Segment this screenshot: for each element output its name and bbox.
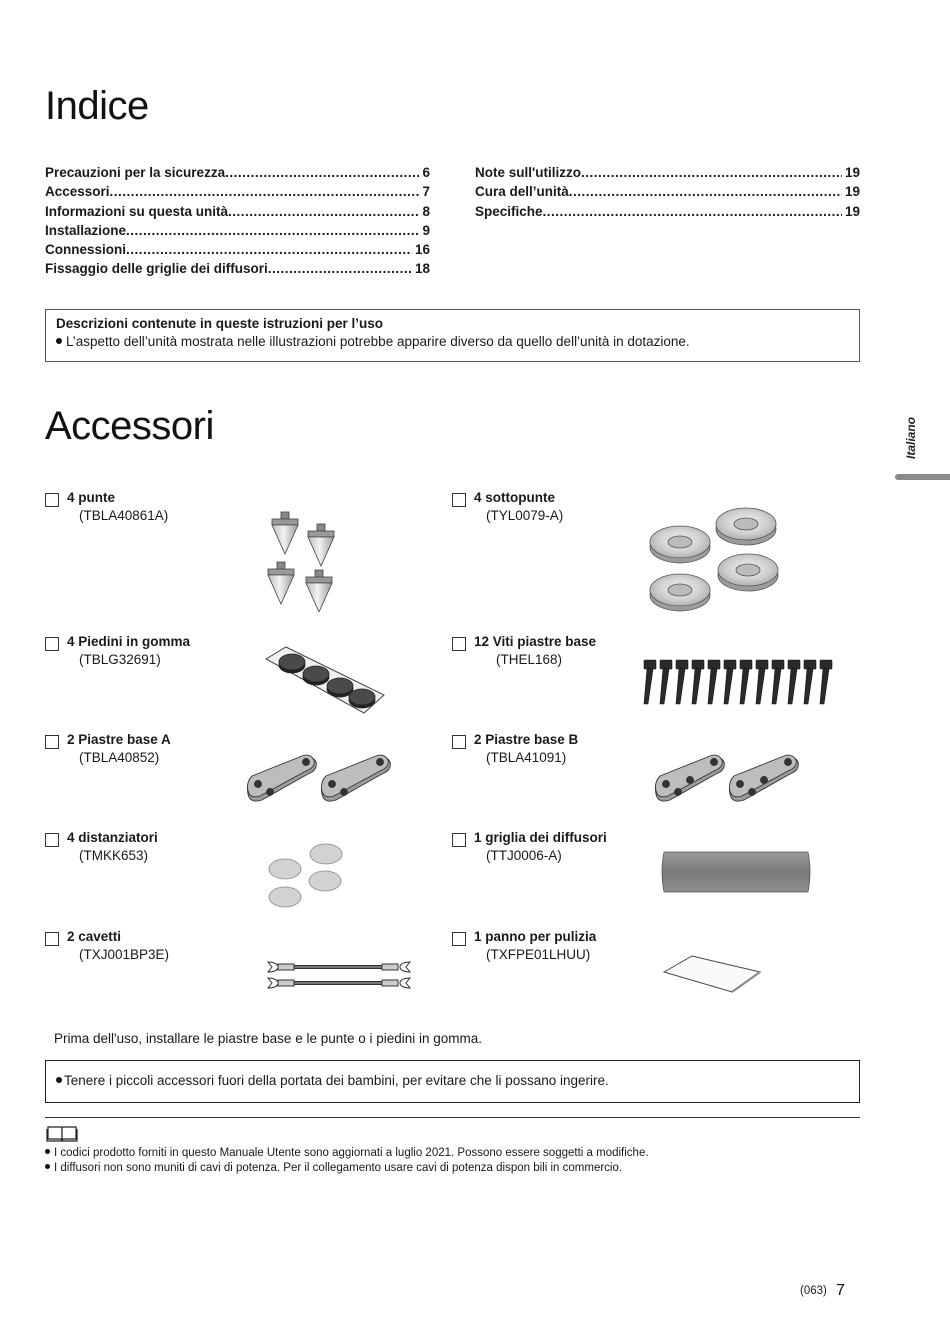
descriptions-heading: Descrizioni contenute in queste istruzioni per l’uso — [56, 316, 384, 331]
accessory-code: (TXJ001BP3E) — [79, 947, 170, 962]
page-number: 7 — [836, 1282, 845, 1299]
accessory-code: (TBLA41091) — [486, 750, 567, 765]
bullet-icon — [45, 1149, 50, 1154]
language-tab-marker — [895, 474, 950, 480]
accessory-checkbox[interactable] — [45, 637, 59, 651]
accessory-code: (THEL168) — [496, 652, 563, 667]
book-icon — [46, 1125, 78, 1143]
accessory-name: 4 distanziatori — [67, 830, 158, 845]
notes-divider — [45, 1117, 860, 1118]
accessory-checkbox[interactable] — [45, 932, 59, 946]
accessory-checkbox[interactable] — [452, 735, 466, 749]
toc-entry[interactable]: Cura dell’unità ..... 19 — [475, 184, 860, 203]
document-code: (063) — [800, 1285, 827, 1297]
toc-entry[interactable]: Informazioni su questa unità ..... 8 — [45, 204, 430, 223]
accessory-code: (TTJ0006-A) — [486, 848, 562, 863]
accessory-checkbox[interactable] — [45, 493, 59, 507]
language-tab-label: Italiano — [904, 417, 918, 460]
toc-entry[interactable]: Installazione ..... 9 — [45, 223, 430, 242]
accessory-name: 12 Viti piastre base — [474, 634, 597, 649]
accessory-code: (TMKK653) — [79, 848, 149, 863]
warning-box — [45, 1060, 860, 1103]
accessory-name: 4 Piedini in gomma — [67, 634, 191, 649]
screw-icon — [640, 658, 848, 708]
accessory-checkbox[interactable] — [45, 735, 59, 749]
accessory-name: 1 panno per pulizia — [474, 929, 597, 944]
accessory-checkbox[interactable] — [452, 637, 466, 651]
accessory-code: (TYL0079-A) — [486, 508, 564, 523]
accessory-name: 2 Piastre base B — [474, 732, 579, 747]
accessories-title: Accessori — [45, 404, 214, 448]
accessory-checkbox[interactable] — [452, 833, 466, 847]
bullet-icon — [56, 1077, 62, 1083]
bullet-icon — [56, 338, 62, 344]
accessory-checkbox[interactable] — [452, 932, 466, 946]
accessory-code: (TBLA40861A) — [79, 508, 169, 523]
toc-left-column — [45, 165, 430, 281]
warning-text: Tenere i piccoli accessori fuori della portata dei bambini, per evitare che li possano ingerire. — [56, 1073, 849, 1088]
toc-entry[interactable]: Accessori ..... 7 — [45, 184, 430, 203]
accessory-checkbox[interactable] — [45, 833, 59, 847]
descriptions-bullet: L’aspetto dell’unità mostrata nelle illustrazioni potrebbe apparire diverso da quello dell’unità in dotazione. — [56, 334, 849, 349]
descriptions-box — [45, 309, 860, 362]
accessory-checkbox[interactable] — [452, 493, 466, 507]
toc-right-column — [475, 165, 860, 223]
note-item: I codici prodotto forniti in questo Manuale Utente sono aggiornati a luglio 2021. Possono essere soggetti a modifiche. — [45, 1147, 649, 1159]
spike-base-icon — [648, 505, 784, 613]
accessory-code: (TXFPE01LHUU) — [486, 947, 591, 962]
toc-entry[interactable]: Fissaggio delle griglie dei diffusori ..... 18 — [45, 261, 430, 280]
spike-icon — [262, 510, 348, 612]
rubber-feet-icon — [264, 643, 386, 717]
spacer-icon — [264, 842, 346, 910]
bullet-icon — [45, 1164, 50, 1169]
base-plate-icon — [244, 750, 396, 806]
toc-entry[interactable]: Note sull'utilizzo ..... 19 — [475, 165, 860, 184]
speaker-grille-icon — [660, 850, 812, 894]
toc-entry[interactable]: Precauzioni per la sicurezza ..... 6 — [45, 165, 430, 184]
cable-icon — [264, 956, 414, 994]
accessory-name: 4 sottopunte — [474, 490, 555, 505]
toc-entry[interactable]: Connessioni ..... 16 — [45, 242, 430, 261]
accessory-name: 4 punte — [67, 490, 116, 505]
base-plate-icon — [652, 750, 804, 806]
toc-entry[interactable]: Specifiche ..... 19 — [475, 204, 860, 223]
accessory-code: (TBLG32691) — [79, 652, 161, 667]
install-note: Prima dell'uso, installare le piastre base e le punte o i piedini in gomma. — [54, 1031, 483, 1046]
cleaning-cloth-icon — [662, 954, 762, 994]
accessory-name: 2 cavetti — [67, 929, 122, 944]
accessory-name: 2 Piastre base A — [67, 732, 171, 747]
index-title: Indice — [45, 84, 149, 128]
accessory-name: 1 griglia dei diffusori — [474, 830, 607, 845]
note-item: I diffusori non sono muniti di cavi di potenza. Per il collegamento usare cavi di potenza dispon bili in commercio. — [45, 1162, 622, 1174]
accessory-code: (TBLA40852) — [79, 750, 160, 765]
